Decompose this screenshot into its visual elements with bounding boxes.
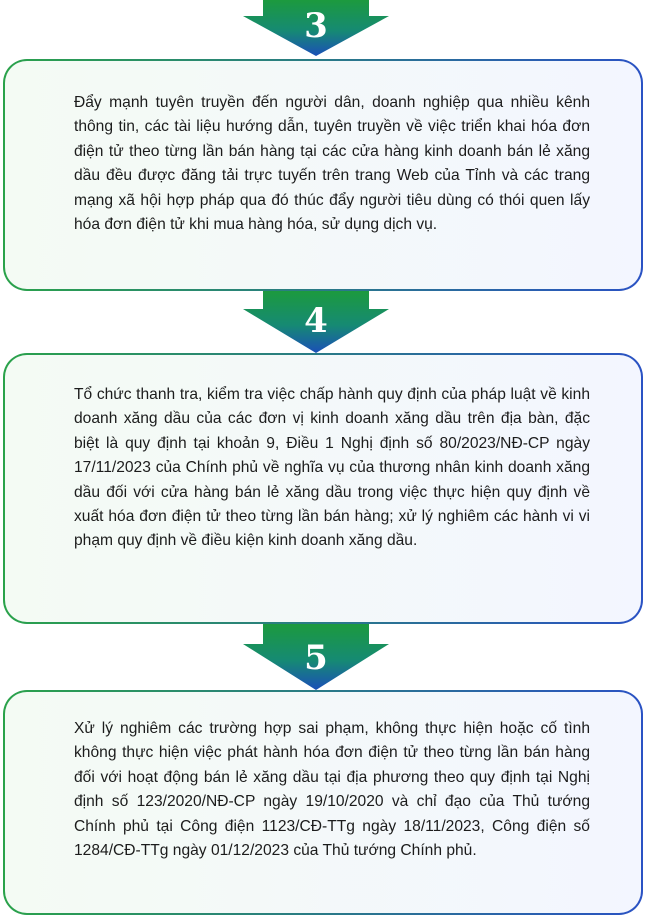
step-4-number: 4 <box>304 301 328 341</box>
step-5-arrow <box>243 624 389 690</box>
step-4-arrow <box>243 291 389 353</box>
step-4-text: Tổ chức thanh tra, kiểm tra việc chấp hành quy định của pháp luật về kinh doanh xăng dầu của các đơn vị kinh doanh xăng dầu trên địa bàn, đặc biệt là quy định tại khoản 9, Điều 1 Nghị định số 80/2023/NĐ-CP ngày 17/11/2023 của Chính phủ về nghĩa vụ của thương nhân kinh doanh xăng dầu đối với cửa hàng bán lẻ xăng dầu trong việc thực hiện quy định về xuất hóa đơn điện tử theo từng lần bán hàng; xử lý nghiêm các hành vi vi phạm quy định về điều kiện kinh doanh xăng dầu. <box>74 386 590 550</box>
step-3-arrow <box>243 0 389 56</box>
step-5-text: Xử lý nghiêm các trường hợp sai phạm, không thực hiện hoặc cố tình không thực hiện việc phát hành hóa đơn điện tử theo từng lần bán hàng đối với hoạt động bán lẻ xăng dầu tại địa phương theo quy định tại Nghị định số 123/2020/NĐ-CP ngày 19/10/2020 và chỉ đạo của Thủ tướng Chính phủ tại Công điện 1123/CĐ-TTg ngày 18/11/2023, Công điện số 1284/CĐ-TTg ngày 01/12/2023 của Thủ tướng Chính phủ. <box>74 720 590 860</box>
step-5-number: 5 <box>304 638 328 678</box>
step-3-text: Đẩy mạnh tuyên truyền đến người dân, doanh nghiệp qua nhiều kênh thông tin, các tài liệu hướng dẫn, tuyên truyền về việc triển khai hóa đơn điện tử theo từng lần bán hàng tại các cửa hàng kinh doanh bán lẻ xăng dầu đều được đăng tải trực tuyến trên trang Web của Tỉnh và các trang mạng xã hội hợp pháp qua đó thúc đẩy người tiêu dùng có thói quen lấy hóa đơn điện tử khi mua hàng hóa, sử dụng dịch vụ. <box>74 94 590 234</box>
step-3-number: 3 <box>304 6 328 46</box>
